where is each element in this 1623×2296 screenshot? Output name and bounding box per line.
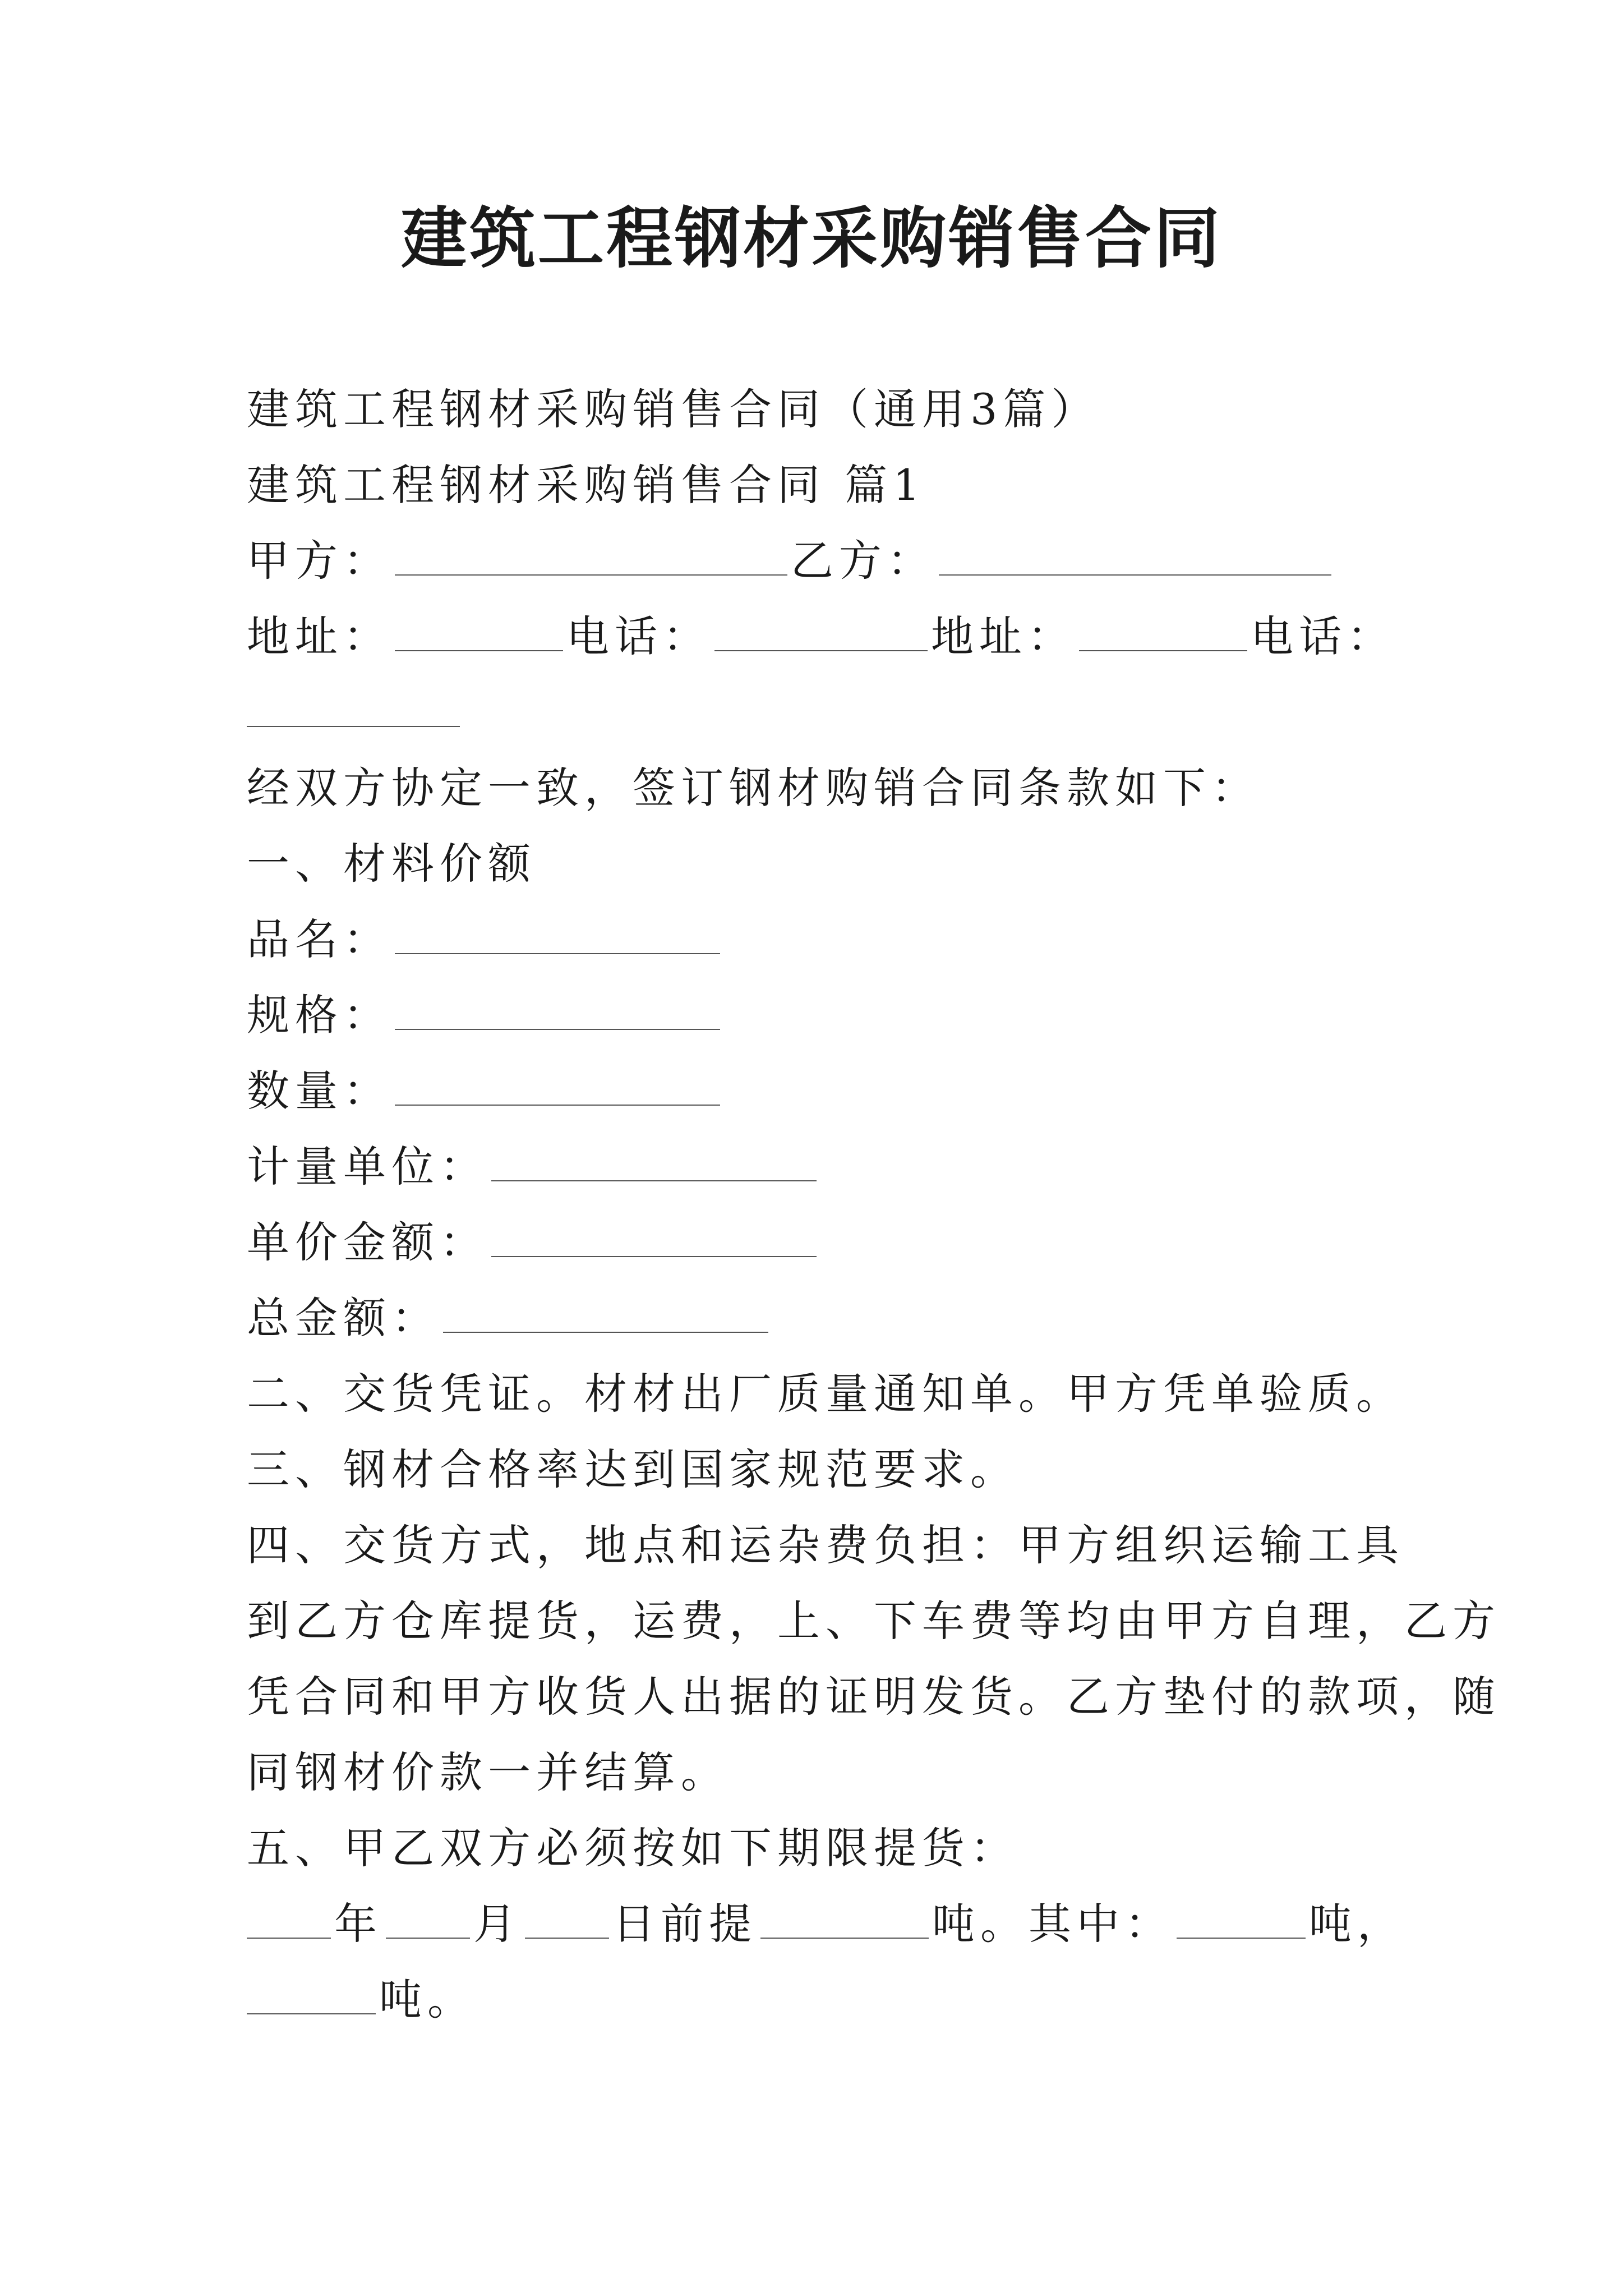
address-a-blank[interactable] bbox=[395, 615, 563, 651]
item-qty-blank[interactable] bbox=[395, 1070, 720, 1106]
contact-line bbox=[247, 609, 1395, 665]
item-unit-blank[interactable] bbox=[491, 1145, 817, 1181]
delivery-date-line bbox=[247, 1896, 1405, 1952]
address-label-b: 地址： bbox=[931, 611, 1076, 661]
party-line bbox=[247, 533, 1335, 589]
tonnage-blank[interactable] bbox=[760, 1903, 929, 1939]
section-4-line-1: 四、交货方式，地点和运杂费负担：甲方组织运输工具 bbox=[247, 1520, 1404, 1570]
item-qty-label: 数量： bbox=[247, 1066, 391, 1116]
section-2-text: 二、交货凭证。材材出厂质量通知单。甲方凭单验质。 bbox=[247, 1369, 1404, 1419]
section-3-text: 三、钢材合格率达到国家规范要求。 bbox=[247, 1444, 1018, 1494]
item-spec-blank[interactable] bbox=[395, 994, 720, 1030]
ton-label-1: 吨。其中： bbox=[932, 1899, 1173, 1949]
item-total-blank[interactable] bbox=[443, 1297, 768, 1333]
party-b-blank[interactable] bbox=[939, 540, 1331, 576]
section-4-line-3: 凭合同和甲方收货人出据的证明发货。乙方垫付的款项，随 bbox=[247, 1672, 1501, 1722]
item-price-line bbox=[247, 1214, 820, 1271]
day-blank[interactable] bbox=[525, 1903, 609, 1939]
document-subtitle: 建筑工程钢材采购销售合同（通用3篇） bbox=[247, 384, 1100, 434]
phone-b-blank-wrap bbox=[247, 684, 463, 740]
item-total-label: 总金额： bbox=[247, 1293, 440, 1343]
item-spec-label: 规格： bbox=[247, 990, 391, 1040]
item-name-blank[interactable] bbox=[395, 918, 720, 954]
tonnage-part-2-blank[interactable] bbox=[247, 1978, 376, 2014]
item-unit-line bbox=[247, 1139, 820, 1195]
section-4-line-4: 同钢材价款一并结算。 bbox=[247, 1747, 729, 1797]
item-name-line bbox=[247, 912, 723, 968]
tonnage-part-1-blank[interactable] bbox=[1177, 1903, 1306, 1939]
item-price-blank[interactable] bbox=[491, 1221, 817, 1257]
item-price-label: 单价金额： bbox=[247, 1217, 488, 1267]
item-name-label: 品名： bbox=[247, 914, 391, 964]
delivery-date-line-2 bbox=[247, 1972, 476, 2028]
party-b-label: 乙方： bbox=[791, 536, 935, 586]
ton-label-3: 吨。 bbox=[379, 1975, 476, 2024]
party-a-label: 甲方： bbox=[247, 536, 391, 586]
item-spec-line bbox=[247, 987, 723, 1043]
section-5-text: 五、甲乙双方必须按如下期限提货： bbox=[247, 1823, 1018, 1873]
phone-a-blank[interactable] bbox=[714, 615, 928, 651]
item-unit-label: 计量单位： bbox=[247, 1142, 488, 1191]
item-total-line bbox=[247, 1290, 772, 1346]
intro-text: 经双方协定一致，签订钢材购销合同条款如下： bbox=[247, 763, 1260, 813]
phone-label-b: 电话： bbox=[1251, 611, 1395, 661]
year-label: 年 bbox=[334, 1899, 382, 1949]
part-heading: 建筑工程钢材采购销售合同 篇1 bbox=[247, 460, 926, 510]
section-1-heading: 一、材料价额 bbox=[247, 839, 536, 889]
document-title: 建筑工程钢材采购销售合同 bbox=[400, 200, 1222, 277]
address-b-blank[interactable] bbox=[1079, 615, 1247, 651]
phone-label-a: 电话： bbox=[566, 611, 711, 661]
month-label: 月 bbox=[473, 1899, 522, 1949]
day-label: 日前提 bbox=[612, 1899, 757, 1949]
item-qty-line bbox=[247, 1063, 723, 1119]
party-a-blank[interactable] bbox=[395, 540, 787, 576]
section-4-line-2: 到乙方仓库提货，运费，上、下车费等均由甲方自理，乙方 bbox=[247, 1596, 1501, 1646]
year-blank[interactable] bbox=[247, 1903, 331, 1939]
address-label-a: 地址： bbox=[247, 611, 391, 661]
ton-label-2: 吨， bbox=[1309, 1899, 1405, 1949]
phone-b-blank[interactable] bbox=[247, 691, 460, 727]
month-blank[interactable] bbox=[386, 1903, 470, 1939]
